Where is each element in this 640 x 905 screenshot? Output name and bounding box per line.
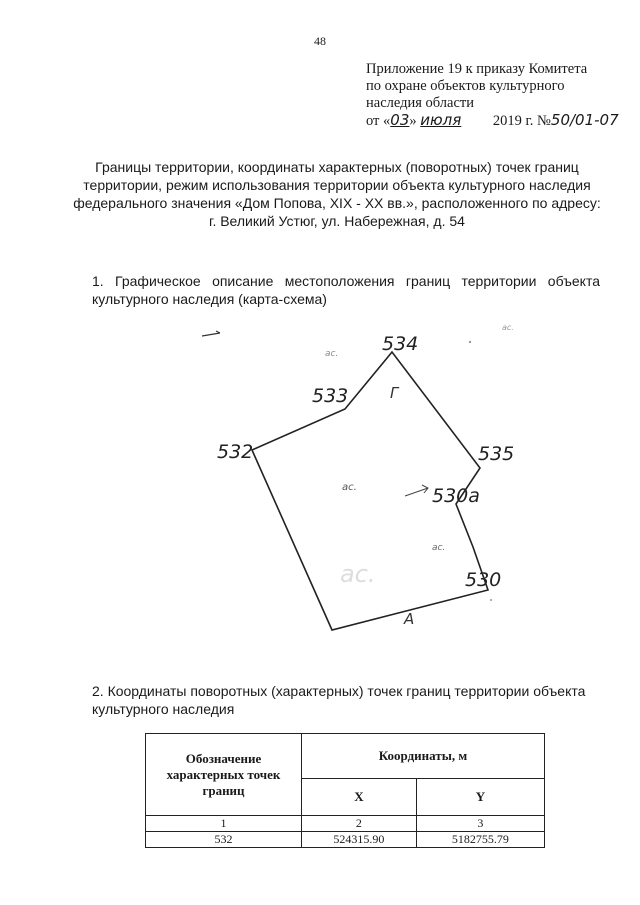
header-coordinates: Координаты, м (302, 734, 545, 779)
appendix-line: наследия области (366, 95, 475, 111)
point-label-530a: 530а (432, 485, 480, 507)
page-number: 48 (314, 34, 326, 48)
section-2-heading: 2. Координаты поворотных (характерных) точек границ территории объекта культурного наследия (92, 683, 586, 717)
scribble-label: ас. (342, 482, 357, 493)
point-label-533: 533 (312, 385, 349, 407)
order-mid: » (409, 113, 417, 129)
speck (490, 599, 492, 601)
appendix-header (366, 61, 619, 130)
scribble-label: ас. (340, 560, 376, 588)
speck (469, 341, 471, 343)
section-1-heading: 1. Графическое описание местоположения границ территории объекта культурного наследия (карта-схема) (92, 273, 600, 307)
order-day: 03 (390, 111, 410, 129)
cell-x: 524315.90 (302, 832, 417, 848)
cell-point-id: 532 (146, 832, 302, 848)
scan-mark (216, 331, 220, 333)
point-label-535: 535 (478, 443, 515, 465)
table-row (146, 832, 545, 848)
side-letter-a: А (404, 610, 415, 628)
boundary-map (190, 320, 530, 650)
table-row (146, 816, 545, 832)
order-date-line (366, 112, 619, 130)
scan-mark (202, 333, 220, 336)
header-designation: Обозначение характерных точек границ (146, 734, 302, 816)
order-month: июля (420, 111, 462, 129)
order-prefix: от « (366, 113, 391, 129)
side-letter-g: Г (390, 384, 399, 402)
column-number: 2 (302, 816, 417, 832)
order-year: 2019 г. № (492, 113, 551, 129)
header-x: X (302, 779, 417, 816)
scribble-label: ас. (432, 543, 446, 553)
coordinates-table (145, 733, 545, 848)
cell-y: 5182755.79 (416, 832, 544, 848)
appendix-line: по охране объектов культурного (366, 78, 565, 94)
document-title: Границы территории, координаты характерных (поворотных) точек границ территории, режим использования территории объекта культурного наследия федерального значения «Дом Попова, XIX - XX вв.», расположенного по адресу: г. Великий Устюг, ул. Набережная, д. 54 (73, 159, 601, 229)
column-number: 3 (416, 816, 544, 832)
scribble-label: ас. (325, 349, 339, 359)
scribble-mark (405, 485, 428, 496)
point-label-530: 530 (465, 569, 502, 591)
order-number: 50/01-07 (550, 111, 619, 129)
header-y: Y (416, 779, 544, 816)
point-label-532: 532 (217, 441, 254, 463)
column-number: 1 (146, 816, 302, 832)
appendix-line: Приложение 19 к приказу Комитета (366, 61, 588, 77)
scribble-label: ас. (502, 323, 514, 332)
point-label-534: 534 (382, 333, 419, 355)
